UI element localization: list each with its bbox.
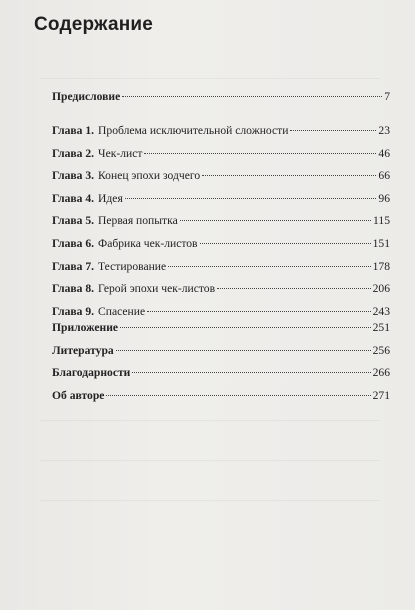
- toc-entry-page: 66: [378, 169, 390, 183]
- leader-dots: [116, 350, 371, 351]
- toc-entry-appendix: [52, 317, 390, 340]
- toc-entry-chapter: [52, 143, 390, 166]
- show-through-line: [40, 78, 380, 79]
- toc-front-section: [52, 86, 390, 109]
- toc-entry-title: Идея: [98, 191, 123, 205]
- chapter-label: Глава 1.: [52, 124, 95, 137]
- toc-entry-page: 96: [378, 191, 390, 205]
- leader-dots: [122, 96, 382, 97]
- leader-dots: [106, 395, 370, 396]
- toc-entry-title: Литература: [52, 343, 114, 357]
- toc-entry-chapter: [52, 165, 390, 188]
- leader-dots: [168, 266, 370, 267]
- toc-entry-chapter: [52, 210, 390, 233]
- chapter-label: Глава 3.: [52, 169, 95, 183]
- toc-entry-page: 151: [372, 236, 390, 250]
- toc-entry-page: 243: [372, 304, 390, 318]
- toc-entry-title: Приложение: [52, 321, 119, 334]
- toc-entry-title: Чек-лист: [98, 146, 143, 160]
- leader-dots: [217, 288, 371, 289]
- leader-dots: [120, 327, 371, 328]
- leader-dots: [147, 311, 371, 312]
- toc-entry-page: 46: [378, 146, 390, 160]
- toc-entry-chapter: [52, 120, 390, 143]
- show-through-line: [40, 500, 380, 501]
- toc-entry-literature: [52, 340, 390, 363]
- toc-entry-title: Фабрика чек-листов: [98, 236, 198, 250]
- toc-entry-title: Проблема исключительной сложности: [98, 124, 289, 137]
- toc-entry-page: 251: [372, 321, 390, 334]
- toc-entry-chapter: [52, 256, 390, 279]
- chapter-label: Глава 5.: [52, 214, 95, 228]
- toc-entry-page: 266: [372, 366, 390, 380]
- toc-chapters-section: [52, 120, 390, 323]
- toc-entry-page: 23: [378, 124, 390, 137]
- toc-entry-about-author: [52, 385, 390, 408]
- leader-dots: [202, 175, 376, 176]
- toc-entry-page: 271: [372, 388, 390, 402]
- toc-entry-title: Благодарности: [52, 366, 131, 380]
- chapter-label: Глава 4.: [52, 191, 95, 205]
- toc-entry-acknowledgements: [52, 362, 390, 385]
- show-through-line: [40, 460, 380, 461]
- leader-dots: [290, 130, 376, 131]
- chapter-label: Глава 6.: [52, 236, 95, 250]
- leader-dots: [200, 243, 371, 244]
- toc-entry-title: Первая попытка: [98, 214, 178, 228]
- chapter-label: Глава 2.: [52, 146, 95, 160]
- toc-entry-page: 7: [384, 90, 390, 103]
- toc-entry-title: Герой эпохи чек-листов: [98, 282, 216, 296]
- show-through-line: [40, 420, 380, 421]
- toc-entry-title: Предисловие: [52, 90, 121, 103]
- toc-entry-page: 115: [373, 214, 390, 228]
- toc-entry-preface: [52, 86, 390, 109]
- toc-entry-chapter: [52, 188, 390, 211]
- toc-entry-title: Спасение: [98, 304, 146, 318]
- toc-entry-page: 178: [372, 259, 390, 273]
- leader-dots: [144, 153, 376, 154]
- toc-entry-title: Тестирование: [98, 259, 167, 273]
- chapter-label: Глава 8.: [52, 282, 95, 296]
- chapter-label: Глава 7.: [52, 259, 95, 273]
- chapter-label: Глава 9.: [52, 304, 95, 318]
- leader-dots: [125, 198, 377, 199]
- toc-entry-title: Конец эпохи зодчего: [98, 169, 201, 183]
- toc-entry-chapter: [52, 278, 390, 301]
- leader-dots: [132, 372, 370, 373]
- toc-entry-chapter: [52, 233, 390, 256]
- leader-dots: [180, 220, 371, 221]
- toc-entry-page: 206: [372, 282, 390, 296]
- toc-entry-page: 256: [372, 343, 390, 357]
- toc-back-section: [52, 317, 390, 407]
- toc-entry-title: Об авторе: [52, 388, 105, 402]
- page-title: Содержание: [34, 14, 154, 35]
